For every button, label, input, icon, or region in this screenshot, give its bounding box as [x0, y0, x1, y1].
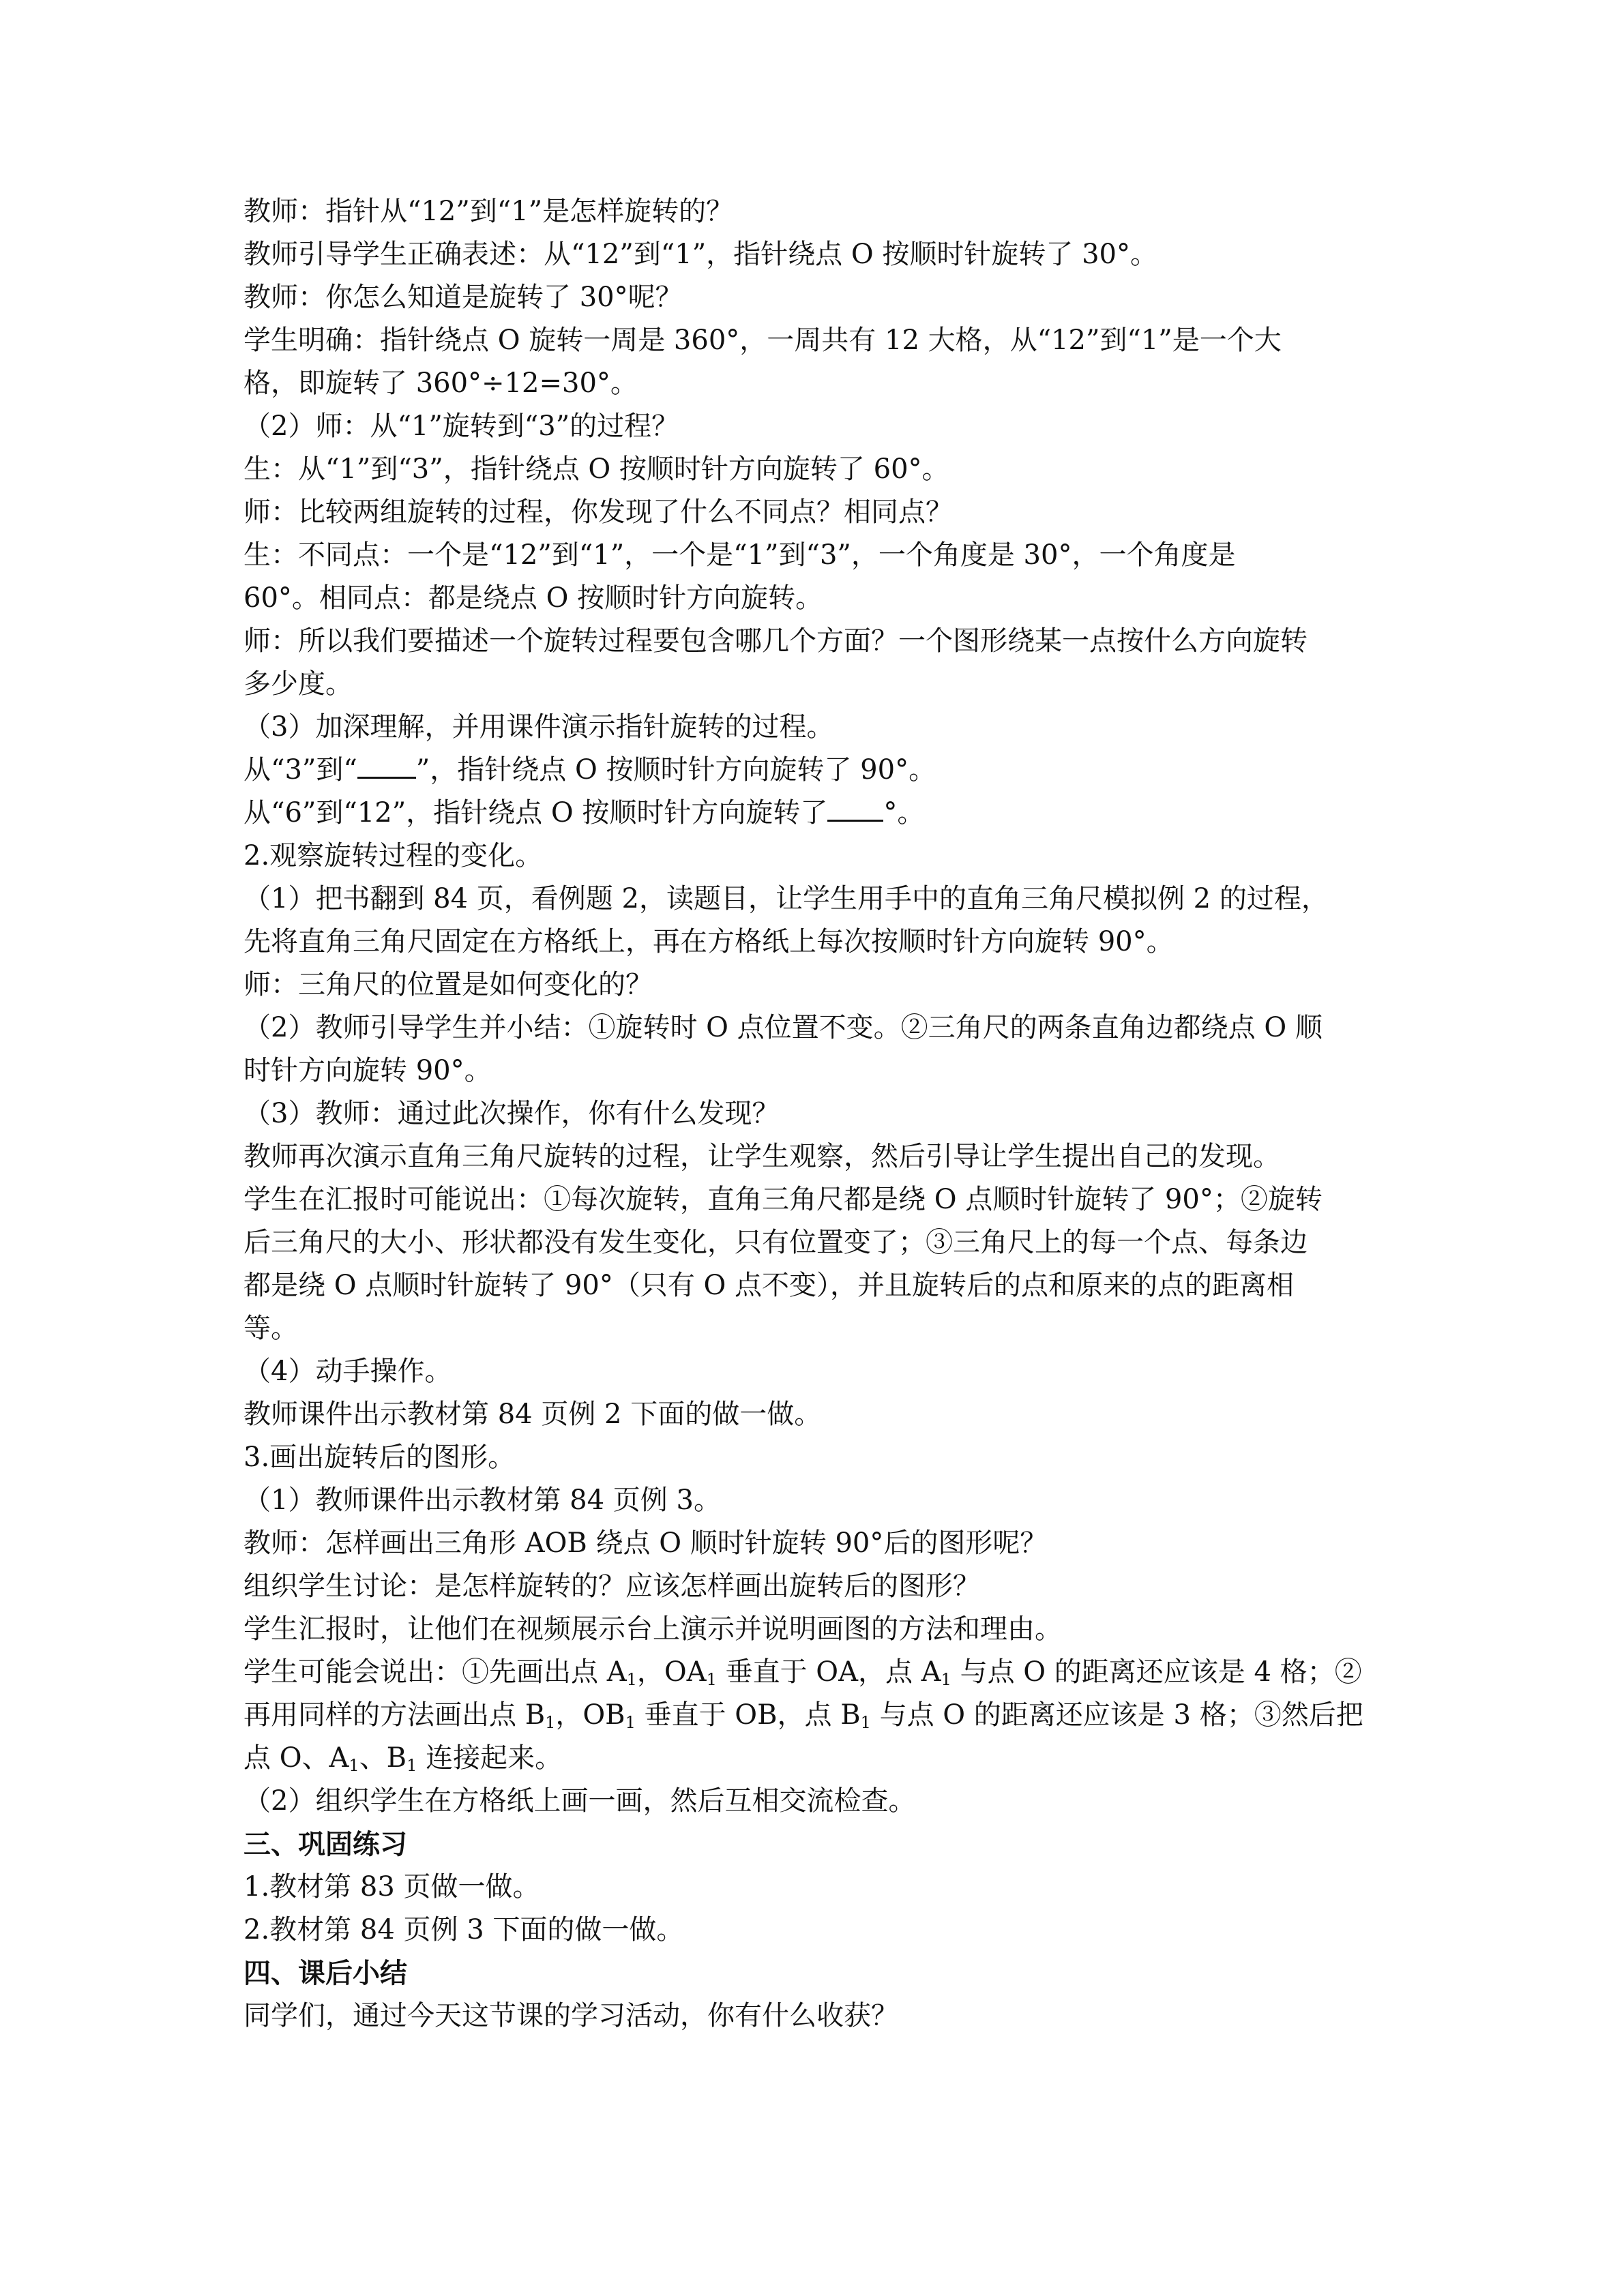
subscript: 1: [941, 1670, 951, 1689]
fill-in-text: 从“6”到“12”，指针绕点 O 按顺时针方向旋转了: [243, 797, 828, 829]
text-run: 垂直于 OA，点 A: [716, 1656, 941, 1688]
text-line: 学生汇报时，让他们在视频展示台上演示并说明画图的方法和理由。: [243, 1613, 1062, 1645]
text-run: 与点 O 的距离还应该是 3 格；③然后把: [870, 1699, 1363, 1731]
text-line: （1）把书翻到 84 页，看例题 2，读题目，让学生用手中的直角三角尺模拟例 2 的过程，: [243, 883, 1329, 914]
subscript-line: [243, 1694, 1389, 1737]
answer-blank: [827, 796, 883, 822]
fill-in-text: ”，指针绕点 O 按顺时针方向旋转了 90°。: [415, 754, 936, 786]
text-line: 生：不同点：一个是“12”到“1”，一个是“1”到“3”，一个角度是 30°，一个角度是: [243, 539, 1236, 571]
text-run: 点 O、A: [243, 1742, 349, 1774]
subscript-line: [243, 1651, 1389, 1694]
text-line: 时针方向旋转 90°。: [243, 1055, 492, 1086]
text-line: 2.观察旋转过程的变化。: [243, 840, 543, 871]
text-run: 与点 O 的距离还应该是 4 格；②: [951, 1656, 1362, 1688]
text-line: 学生在汇报时可能说出：①每次旋转，直角三角尺都是绕 O 点顺时针旋转了 90°；②旋转: [243, 1184, 1323, 1215]
text-line: 组织学生讨论：是怎样旋转的？应该怎样画出旋转后的图形？: [243, 1570, 980, 1602]
fill-in-text: 从“3”到“: [243, 754, 357, 786]
subscript: 1: [706, 1670, 717, 1689]
subscript: 1: [860, 1713, 871, 1732]
text-line: （2）组织学生在方格纸上画一画，然后互相交流检查。: [243, 1785, 916, 1817]
subscript: 1: [545, 1713, 556, 1732]
section-heading: 三、巩固练习: [243, 1828, 407, 1860]
text-line: （4）动手操作。: [243, 1356, 452, 1387]
text-line: 生：从“1”到“3”，指针绕点 O 按顺时针方向旋转了 60°。: [243, 453, 949, 485]
lesson-plan-body: [243, 190, 1389, 2038]
text-line: 同学们，通过今天这节课的学习活动，你有什么收获？: [243, 2000, 898, 2031]
text-line: 2.教材第 84 页例 3 下面的做一做。: [243, 1914, 684, 1945]
text-line: 教师再次演示直角三角尺旋转的过程，让学生观察，然后引导让学生提出自己的发现。: [243, 1141, 1280, 1172]
text-line: 教师课件出示教材第 84 页例 2 下面的做一做。: [243, 1399, 822, 1430]
text-line: 教师：你怎么知道是旋转了 30°呢？: [243, 282, 683, 313]
subscript: 1: [625, 1713, 636, 1732]
text-line: 60°。相同点：都是绕点 O 按顺时针方向旋转。: [243, 582, 823, 614]
answer-blank: [357, 754, 416, 779]
text-line: （3）加深理解，并用课件演示指针旋转的过程。: [243, 711, 834, 743]
text-line: （1）教师课件出示教材第 84 页例 3。: [243, 1485, 721, 1516]
text-line: 教师：怎样画出三角形 AOB 绕点 O 顺时针旋转 90°后的图形呢？: [243, 1527, 1048, 1559]
text-line: 格，即旋转了 360°÷12=30°。: [243, 368, 638, 399]
fill-in-line: [243, 749, 1389, 792]
section-heading: 四、课后小结: [243, 1957, 407, 1989]
text-line: （2）教师引导学生并小结：①旋转时 O 点位置不变。②三角尺的两条直角边都绕点 O 顺: [243, 1012, 1323, 1043]
text-line: 先将直角三角尺固定在方格纸上，再在方格纸上每次按顺时针方向旋转 90°。: [243, 926, 1174, 957]
subscript-line: [243, 1737, 1389, 1780]
text-run: 垂直于 OB，点 B: [635, 1699, 861, 1731]
text-line: 学生明确：指针绕点 O 旋转一周是 360°，一周共有 12 大格，从“12”到“1”是一个大: [243, 325, 1282, 356]
text-run: 学生可能会说出：①先画出点 A: [243, 1656, 627, 1688]
text-run: ，OA: [636, 1656, 707, 1688]
text-line: 教师：指针从“12”到“1”是怎样旋转的？: [243, 196, 734, 227]
text-line: 多少度。: [243, 668, 353, 700]
text-line: 等。: [243, 1313, 298, 1344]
text-line: 都是绕 O 点顺时针旋转了 90°（只有 O 点不变），并且旋转后的点和原来的点的距离相: [243, 1270, 1295, 1301]
text-line: 1.教材第 83 页做一做。: [243, 1871, 540, 1903]
text-line: （3）教师：通过此次操作，你有什么发现？: [243, 1098, 780, 1129]
fill-in-text: °。: [883, 797, 925, 829]
text-line: （2）师：从“1”旋转到“3”的过程？: [243, 411, 679, 442]
subscript: 1: [407, 1756, 417, 1775]
text-line: 教师引导学生正确表述：从“12”到“1”，指针绕点 O 按顺时针旋转了 30°。: [243, 239, 1157, 270]
text-line: 师：所以我们要描述一个旋转过程要包含哪几个方面？一个图形绕某一点按什么方向旋转: [243, 625, 1308, 657]
text-line: 师：三角尺的位置是如何变化的？: [243, 969, 653, 1000]
text-line: 师：比较两组旋转的过程，你发现了什么不同点？相同点？: [243, 496, 953, 528]
text-line: 后三角尺的大小、形状都没有发生变化，只有位置变了；③三角尺上的每一个点、每条边: [243, 1227, 1308, 1258]
text-line: 3.画出旋转后的图形。: [243, 1442, 516, 1473]
text-run: ，OB: [555, 1699, 625, 1731]
text-run: 再用同样的方法画出点 B: [243, 1699, 546, 1731]
fill-in-line: [243, 792, 1389, 835]
subscript: 1: [349, 1756, 359, 1775]
text-run: 、B: [359, 1742, 407, 1774]
text-run: 连接起来。: [417, 1742, 563, 1774]
subscript: 1: [626, 1670, 637, 1689]
